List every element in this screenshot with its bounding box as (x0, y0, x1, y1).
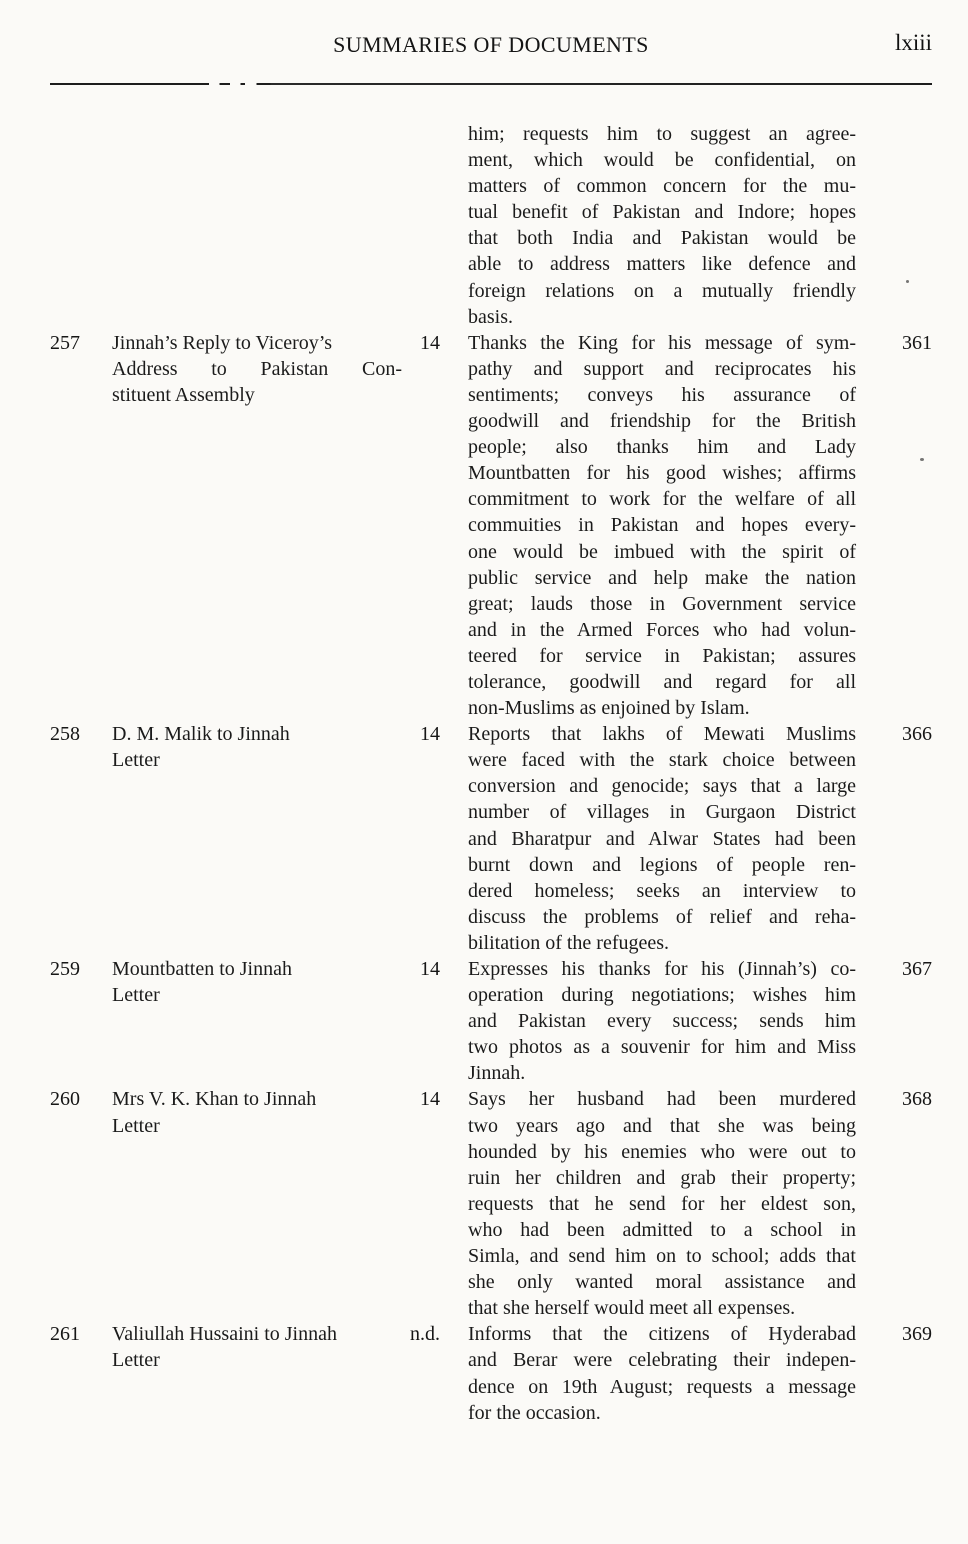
entry-title-line: Letter (112, 749, 160, 772)
entry-summary-line: discuss the problems of relief and reha- (468, 905, 856, 928)
entry-summary-line: two years ago and that she was being (468, 1114, 856, 1137)
entry-summary-line: Expresses his thanks for his (Jinnah’s) co- (468, 958, 856, 980)
header-rule (50, 83, 932, 85)
entry-summary-line: able to address matters like defence and (468, 253, 856, 276)
entry-title-line: Address to Pakistan Con- (112, 357, 402, 380)
entry-summary-line: matters of common concern for the mu- (468, 175, 856, 198)
entry-summary (468, 1086, 856, 1321)
entry-number: 261 (50, 1323, 80, 1346)
entry-title (112, 1321, 402, 1373)
entry-summary-line: Mountbatten for his good wishes; affirms (468, 462, 856, 485)
entry-summary-line: pathy and support and reciprocates his (468, 357, 856, 380)
entry-summary (468, 121, 856, 330)
entry-summary-line: she only wanted moral assistance and (468, 1271, 856, 1294)
entry-summary-line: foreign relations on a mutually friendly (468, 279, 856, 302)
entry-page-number: 368 (902, 1088, 932, 1111)
entry-row (50, 956, 932, 1086)
entry-title-line: stituent Assembly (112, 383, 255, 406)
entry-summary-line: one would be imbued with the spirit of (468, 540, 856, 563)
entry-summary-line: operation during negotiations; wishes him (468, 984, 856, 1007)
entry-summary-line: him; requests him to suggest an agree- (468, 123, 856, 145)
entry-summary-line: goodwill and friendship for the British (468, 410, 856, 433)
entry-summary-line: burnt down and legions of people ren- (468, 853, 856, 876)
entry-summary-line: Informs that the citizens of Hyderabad (468, 1323, 856, 1346)
entry-summary-line: sentiments; conveys his assurance of (468, 383, 856, 406)
scan-speck (920, 458, 924, 461)
entry-number: 257 (50, 331, 80, 354)
entry-date: n.d. (410, 1323, 440, 1346)
entry-summary-line: and Berar were celebrating their indepen- (468, 1349, 856, 1372)
entry-summary-line: who had been admitted to a school in (468, 1218, 856, 1241)
entry-summary (468, 956, 856, 1086)
scan-speck (906, 280, 909, 283)
entry-summary-line: that both India and Pakistan would be (468, 227, 856, 250)
entry-summary (468, 1321, 856, 1425)
entry-title (112, 330, 402, 408)
entry-title-line: Jinnah’s Reply to Viceroy’s (112, 331, 333, 354)
entry-summary-line: and in the Armed Forces who had volun- (468, 618, 856, 641)
entry-summary-line: basis. (468, 305, 513, 328)
entry-summary-line: Thanks the King for his message of sym- (468, 331, 856, 354)
entry-summary-line: and Pakistan every success; sends him (468, 1010, 856, 1033)
entry-summary-line: commuities in Pakistan and hopes every- (468, 514, 856, 537)
entry-title-line: D. M. Malik to Jinnah (112, 723, 290, 746)
entry-title-line: Letter (112, 1114, 160, 1137)
entry-row (50, 1321, 932, 1425)
summaries-list (50, 121, 932, 1426)
entry-summary-line: commitment to work for the welfare of all (468, 488, 856, 511)
entry-summary-line: requests that he send for her eldest son, (468, 1192, 856, 1215)
entry-row (50, 721, 932, 956)
continued-entry-row (50, 121, 932, 330)
page-header (50, 30, 932, 60)
entry-summary-line: ruin her children and grab their property; (468, 1166, 856, 1189)
entry-title (112, 956, 402, 1008)
entry-summary-line: and Bharatpur and Alwar States had been (468, 827, 856, 850)
entry-summary-line: Says her husband had been murdered (468, 1088, 856, 1111)
entry-title (112, 1086, 402, 1138)
entry-summary-line: two photos as a souvenir for him and Miss (468, 1036, 856, 1059)
entry-date: 14 (420, 723, 440, 746)
entry-summary-line: for the occasion. (468, 1401, 601, 1424)
entry-number: 259 (50, 958, 80, 980)
entry-number: 258 (50, 723, 80, 746)
entry-summary-line: great; lauds those in Government service (468, 592, 856, 615)
entry-page-number: 366 (902, 723, 932, 746)
entry-summary-line: tual benefit of Pakistan and Indore; hopes (468, 201, 856, 224)
entry-summary (468, 721, 856, 956)
entry-summary-line: conversion and genocide; says that a large (468, 775, 856, 798)
entry-summary-line: teered for service in Pakistan; assures (468, 644, 856, 667)
entry-number: 260 (50, 1088, 80, 1111)
entry-summary-line: public service and help make the nation (468, 566, 856, 589)
entry-summary-line: number of villages in Gurgaon District (468, 801, 856, 824)
entry-summary-line: people; also thanks him and Lady (468, 436, 856, 459)
folio-page-number: lxiii (894, 30, 932, 55)
entry-summary-line: were faced with the stark choice between (468, 749, 856, 772)
entry-page-number: 361 (902, 331, 932, 354)
entry-title-line: Mountbatten to Jinnah (112, 958, 292, 980)
entry-title-line: Mrs V. K. Khan to Jinnah (112, 1088, 317, 1111)
entry-summary-line: dered homeless; seeks an interview to (468, 879, 856, 902)
entry-summary-line: Simla, and send him on to school; adds that (468, 1245, 856, 1268)
entry-row (50, 330, 932, 721)
entry-title-line: Valiullah Hussaini to Jinnah (112, 1323, 337, 1346)
entry-date: 14 (420, 1088, 440, 1111)
entry-date: 14 (420, 958, 440, 980)
entry-title-line: Letter (112, 1349, 160, 1372)
entry-summary-line: Jinnah. (468, 1062, 526, 1085)
entry-title (112, 721, 402, 773)
entry-summary-line: bilitation of the refugees. (468, 931, 670, 954)
entry-summary-line: Reports that lakhs of Mewati Muslims (468, 723, 856, 746)
entry-summary-line: tolerance, goodwill and regard for all (468, 670, 856, 693)
entry-summary-line: dence on 19th August; requests a message (468, 1375, 856, 1398)
entry-row (50, 1086, 932, 1321)
entry-summary-line: that she herself would meet all expenses. (468, 1297, 796, 1320)
entry-page-number: 369 (902, 1323, 932, 1346)
running-head-title: SUMMARIES OF DOCUMENTS (333, 32, 649, 57)
entry-page-number: 367 (902, 958, 932, 980)
entry-title-line: Letter (112, 984, 160, 1007)
entry-summary-line: non-Muslims as enjoined by Islam. (468, 697, 750, 720)
entry-summary-line: hounded by his enemies who were out to (468, 1140, 856, 1163)
entry-summary (468, 330, 856, 721)
entry-date: 14 (420, 331, 440, 354)
entry-summary-line: ment, which would be confidential, on (468, 149, 856, 172)
